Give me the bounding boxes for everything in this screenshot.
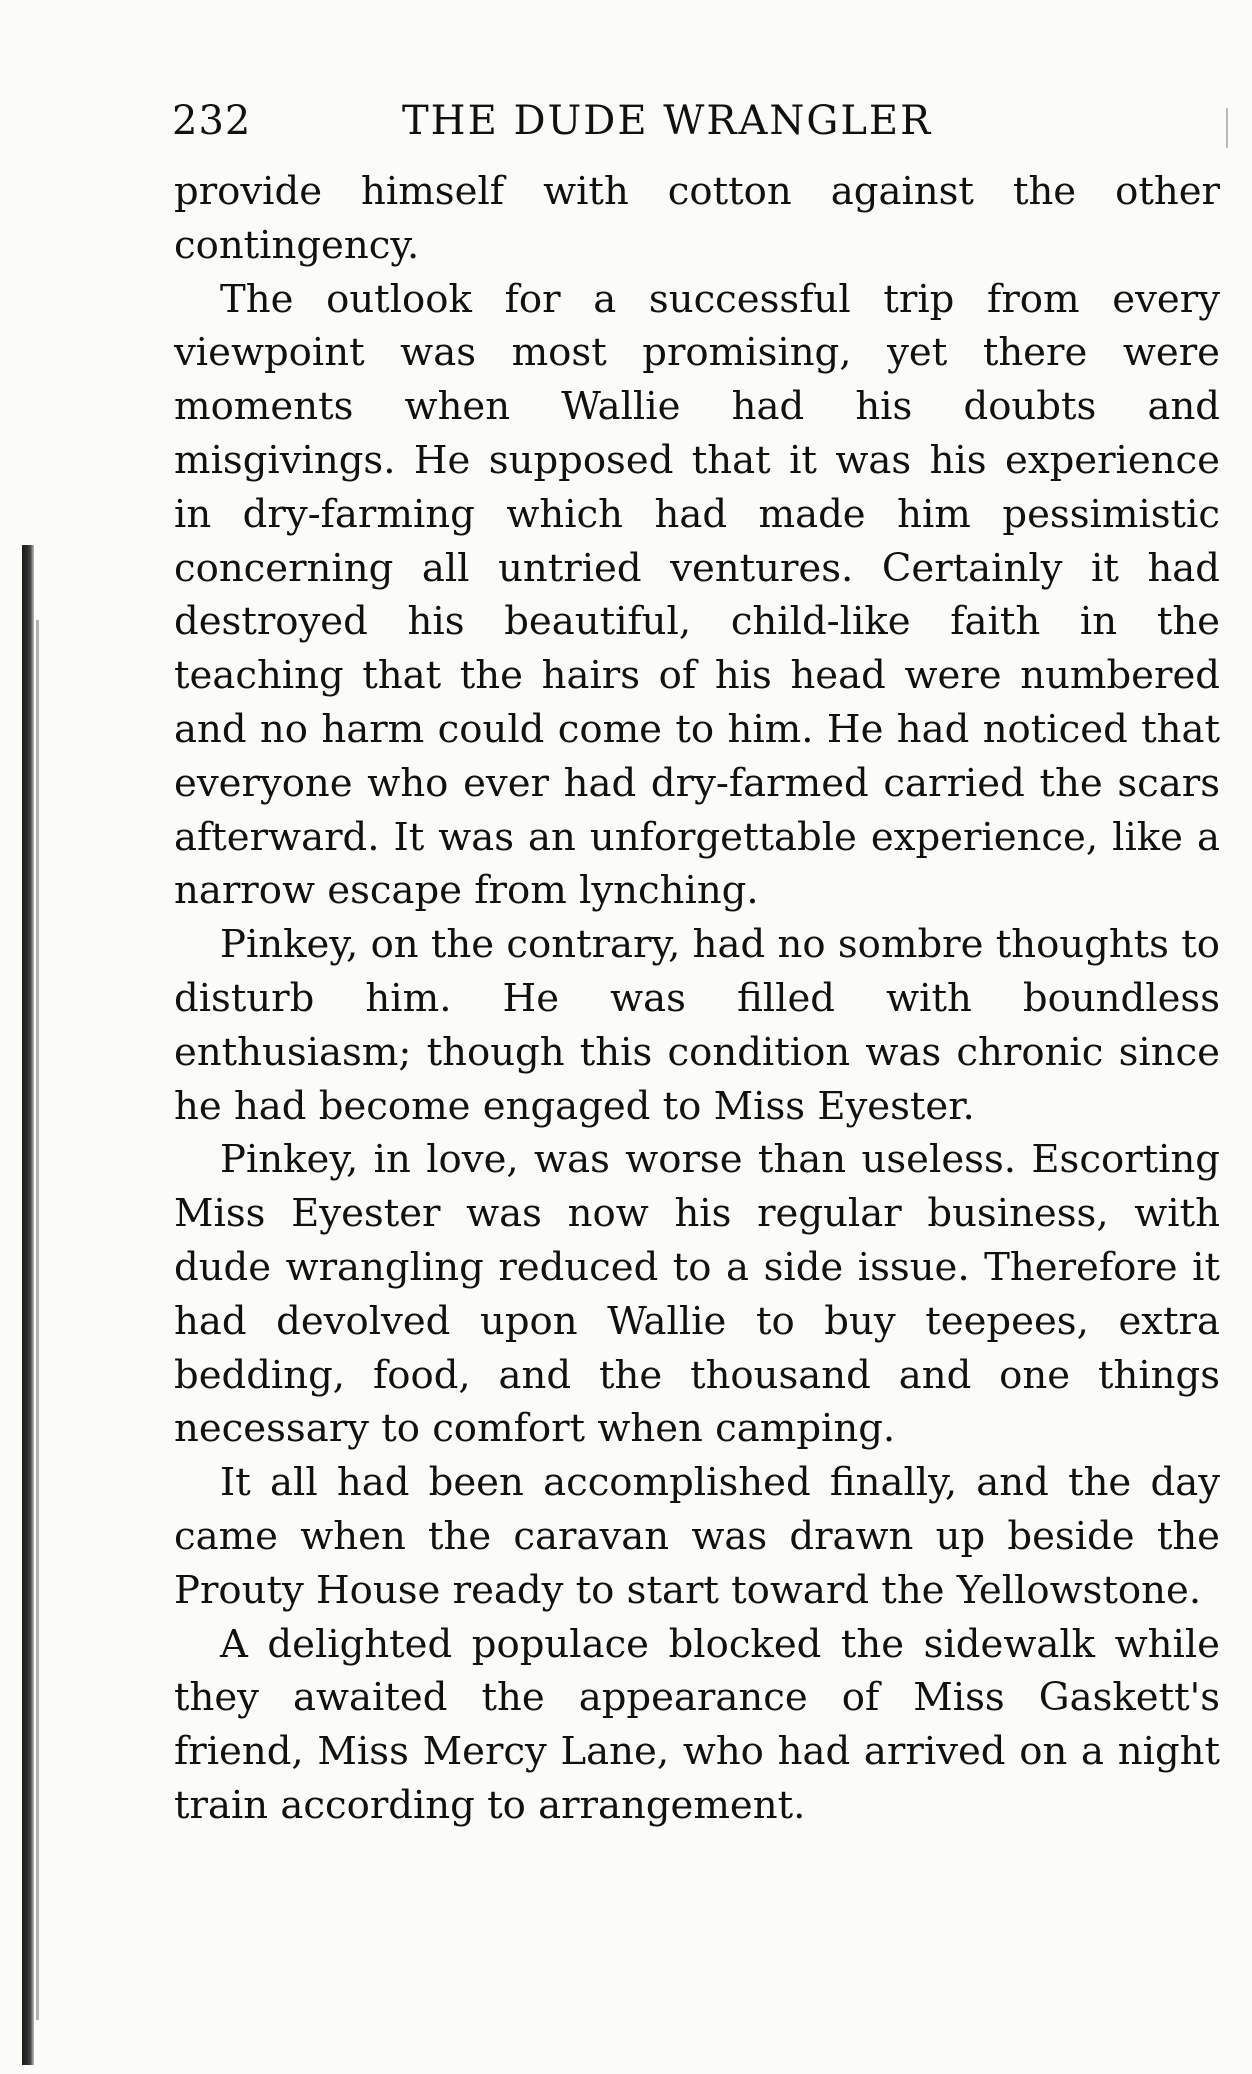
- paragraph: Pinkey, on the contrary, had no sombre thoughts to disturb him. He was filled with boundless enthusiasm; though this condition was chronic since he had become engaged to Miss Eyester.: [174, 922, 1220, 1129]
- page-header: [172, 98, 1214, 152]
- scan-mark: [1226, 108, 1228, 148]
- binding-shadow-inner: [36, 620, 39, 2020]
- paragraph-continuation: provide himself with cotton against the other contingency.: [174, 169, 1220, 268]
- paragraph: Pinkey, in love, was worse than useless. Escorting Miss Eyester was now his regular business, with dude wrangling reduced to a side issue. Therefore it had devolved upon Wallie to buy teepees, extra bedding, food, and the thousand and one things necessary to comfort when camping.: [174, 1137, 1220, 1452]
- paragraph: A delighted populace blocked the sidewalk while they awaited the appearance of Miss Gaskett's friend, Miss Mercy Lane, who had arrived on a night train according to arrangement.: [174, 1621, 1220, 1828]
- paragraph: The outlook for a successful trip from every viewpoint was most promising, yet there were moments when Wallie had his doubts and misgivings. He supposed that it was his experience in dry-farming which had made him pessimistic concerning all untried ventures. Certainly it had destroyed his beautiful, child-like faith in the teaching that the hairs of his head were numbered and no harm could come to him. He had noticed that everyone who ever had dry-farmed carried the scars afterward. It was an unforgettable experience, like a narrow escape from lynching.: [174, 276, 1220, 914]
- paragraph: It all had been accomplished finally, and the day came when the caravan was drawn up beside the Prouty House ready to start toward the Yellowstone.: [174, 1460, 1220, 1613]
- running-title: THE DUDE WRANGLER: [402, 98, 933, 144]
- body-text: [174, 165, 1220, 1833]
- page-number: 232: [172, 98, 252, 144]
- binding-shadow: [22, 545, 34, 2065]
